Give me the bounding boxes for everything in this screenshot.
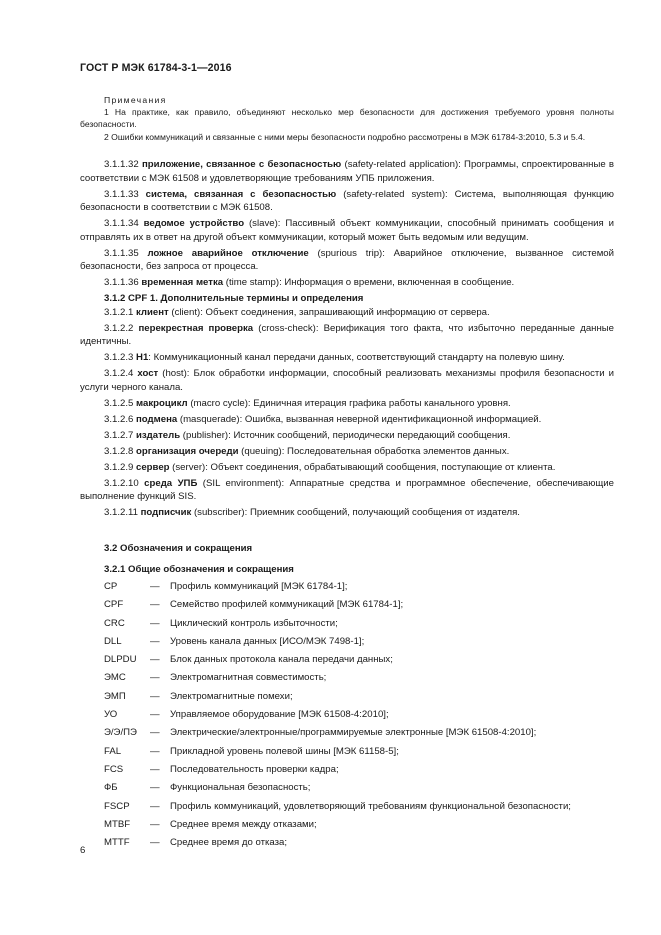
abbreviation-dash: — [150,782,160,794]
abbreviation-term: ЭМП [104,690,126,702]
abbreviation-dash: — [150,709,160,721]
section-3-2-1-heading: 3.2.1 Общие обозначения и сокращения [104,564,294,575]
abbreviation-term: MTTF [104,837,130,849]
document-header: ГОСТ Р МЭК 61784-3-1—2016 [80,62,232,74]
abbreviation-row [104,745,624,763]
abbreviation-dash: — [150,800,160,812]
abbreviation-term: DLPDU [104,654,137,666]
definition-paragraph [80,397,614,411]
definition-text: (subscriber): Приемник сообщений, получающий сообщения от издателя. [191,507,520,518]
abbreviation-row [104,690,624,708]
definition-paragraph [80,217,614,244]
abbreviation-term: ФБ [104,782,118,794]
definition-paragraph [80,506,614,520]
abbreviation-term: MTBF [104,818,131,830]
abbreviation-term: CRC [104,617,125,629]
abbreviation-definition: Последовательность проверки кадра; [170,763,339,775]
abbreviation-definition: Блок данных протокола канала передачи данных; [170,654,393,666]
definition-number: 3.1.1.33 [104,188,139,200]
definition-text: (time stamp): Информация о времени, включенная в сообщение. [223,277,515,288]
definition-number: 3.1.2.7 [104,429,134,441]
definition-text: (client): Объект соединения, запрашивающий информацию от сервера. [168,306,490,318]
abbreviation-list [104,580,624,854]
abbreviation-dash: — [150,837,160,849]
definitions-block [80,158,614,522]
abbreviation-row [104,580,624,598]
definition-term: приложение, связанное с безопасностью [141,159,342,170]
definition-text: (macro cycle): Единичная итерация графика работы канального уровня. [187,397,511,409]
abbreviation-row [104,598,624,616]
definition-number: 3.1.2.3 [104,352,134,363]
definition-text: (server): Объект соединения, обрабатывающий сообщения, поступающие от клиента. [169,461,556,473]
definition-term: ложное аварийное отключение [147,247,309,259]
definition-text: (queuing): Последовательная обработка элементов данных. [238,445,510,457]
cpf-heading: 3.1.2 CPF 1. Дополнительные термины и определения [104,293,364,304]
abbreviation-definition: Электромагнитные помехи; [170,690,293,702]
abbreviation-term: FAL [104,745,122,757]
definition-text: : Коммуникационный канал передачи данных, соответствующий стандарту на полевую шину. [148,352,565,363]
definition-number: 3.1.2.4 [104,368,134,379]
definition-paragraph [80,461,614,475]
definition-number: 3.1.2.8 [104,445,134,457]
definition-term: клиент [136,306,169,318]
abbreviation-row [104,671,624,689]
notes-block [80,94,614,144]
definition-term: временная метка [141,277,224,288]
abbreviation-dash: — [150,672,160,684]
definition-paragraph [80,188,614,215]
abbreviation-row [104,800,624,818]
definition-number: 3.1.1.32 [104,159,139,170]
definition-text: (spurious trip): Аварийное отключение, вызванное системой безопасности, без запроса от процесса. [80,247,614,272]
abbreviation-term: CP [104,581,118,592]
abbreviation-term: Э/Э/ПЭ [104,727,137,739]
abbreviation-dash: — [150,763,160,775]
definition-term: хост [137,368,159,379]
definition-term: подмена [136,413,178,425]
abbreviation-dash: — [150,617,160,629]
abbreviation-dash: — [150,599,160,611]
definition-term: перекрестная проверка [138,322,254,334]
abbreviation-definition: Электрические/электронные/программируемые электронные [МЭК 61508-4:2010]; [170,727,537,739]
definition-paragraph [80,367,614,394]
abbreviation-dash: — [150,635,160,647]
abbreviation-row [104,726,624,744]
definition-paragraph [80,158,614,185]
abbreviation-definition: Среднее время до отказа; [170,837,287,849]
definition-paragraph [80,477,614,504]
abbreviation-definition: Прикладной уровень полевой шины [МЭК 61158-5]; [170,745,399,757]
abbreviation-term: CPF [104,599,124,611]
abbreviation-term: FSCP [104,800,130,812]
abbreviation-definition: Электромагнитная совместимость; [170,672,327,684]
definition-paragraph [80,413,614,427]
definition-number: 3.1.1.34 [104,218,139,229]
abbreviation-dash: — [150,727,160,739]
definition-number: 3.1.2.2 [104,322,134,334]
abbreviation-definition: Профиль коммуникаций [МЭК 61784-1]; [170,581,348,592]
definition-paragraph [80,306,614,320]
definition-term: система, связанная с безопасностью [145,188,337,200]
definition-term: подписчик [140,507,192,518]
definition-text: (host): Блок обработки информации, способный реализовать механизмы профиля безопасности и услуги черного канала. [80,368,614,393]
definition-term: ведомое устройство [143,218,245,229]
definition-text: (masquerade): Ошибка, вызванная неверной идентификационной информацией. [177,413,542,425]
definition-text: (safety-related system): Система, выполняющая функцию безопасности в соответствии с МЭК 61508. [80,188,614,213]
definition-text: (cross-check): Верификация того факта, что избыточно переданные данные идентичны. [80,322,614,347]
definition-paragraph [80,445,614,459]
notes-title: Примечания [104,95,167,105]
section-3-2-1-heading-block [80,563,614,577]
definition-term: макроцикл [136,397,188,409]
abbreviation-row [104,617,624,635]
definition-paragraph [80,351,614,365]
abbreviation-definition: Функциональная безопасность; [170,782,311,794]
definition-term: издатель [136,429,181,441]
abbreviation-term: УО [104,709,118,721]
definition-term: H1 [136,352,149,363]
definition-paragraph [80,247,614,274]
definition-number: 3.1.1.36 [104,277,139,288]
abbreviation-dash: — [150,581,160,592]
definition-term: организация очереди [136,445,239,457]
abbreviation-definition: Уровень канала данных [ИСО/МЭК 7498-1]; [170,635,365,647]
abbreviation-dash: — [150,818,160,830]
abbreviation-definition: Профиль коммуникаций, удовлетворяющий требованиям функциональной безопасности; [170,800,571,812]
abbreviation-definition: Среднее время между отказами; [170,818,317,830]
abbreviation-row [104,818,624,836]
definition-text: (safety-related application): Программы, спроектированные в соответствии с МЭК 61508 и удовлетворяющие требованиям УПБ приложения. [80,159,615,184]
definition-number: 3.1.2.1 [104,306,134,318]
definition-paragraph [80,322,614,349]
abbreviation-dash: — [150,745,160,757]
section-3-2-heading: 3.2 Обозначения и сокращения [104,543,253,554]
abbreviation-dash: — [150,654,160,666]
abbreviation-definition: Управляемое оборудование [МЭК 61508-4:2010]; [170,709,389,721]
definition-term: сервер [136,461,170,473]
abbreviation-definition: Циклический контроль избыточности; [170,617,338,629]
definition-number: 3.1.2.11 [104,507,138,518]
definition-number: 3.1.1.35 [104,247,139,259]
abbreviation-row [104,635,624,653]
definition-text: (slave): Пассивный объект коммуникации, способный принимать сообщения и отправлять их в ответ на другой объект коммуникации, который может быть ведомым или ведущим. [80,218,614,243]
page-number: 6 [80,845,86,856]
abbreviation-dash: — [150,690,160,702]
definition-text: (publisher): Источник сообщений, периодически передающий сообщения. [180,429,511,441]
section-3-2-heading-block [80,542,614,556]
abbreviation-row [104,653,624,671]
definition-paragraph [80,276,614,290]
abbreviation-term: DLL [104,635,122,647]
abbreviation-term: ЭМС [104,672,126,684]
abbreviation-row [104,708,624,726]
note-1: 1 На практике, как правило, объединяют несколько мер безопасности для достижения требуемого уровня полноты безопасности. [80,107,614,129]
definition-number: 3.1.2.5 [104,397,134,409]
definition-text: (SIL environment): Аппаратные средства и программное обеспечение, обеспечивающие выполнение функций SIS. [80,477,614,502]
abbreviation-row [104,763,624,781]
note-2: 2 Ошибки коммуникаций и связанные с ними меры безопасности подробно рассмотрены в МЭК 61784-3:2010, 5.3 и 5.4. [104,132,586,142]
abbreviation-row [104,836,624,854]
abbreviation-term: FCS [104,763,124,775]
definition-number: 3.1.2.10 [104,477,139,489]
abbreviation-definition: Семейство профилей коммуникаций [МЭК 61784-1]; [170,599,404,611]
abbreviation-row [104,781,624,799]
definition-number: 3.1.2.9 [104,461,134,473]
definition-term: среда УПБ [144,477,198,489]
definition-number: 3.1.2.6 [104,413,134,425]
definition-paragraph [80,429,614,443]
